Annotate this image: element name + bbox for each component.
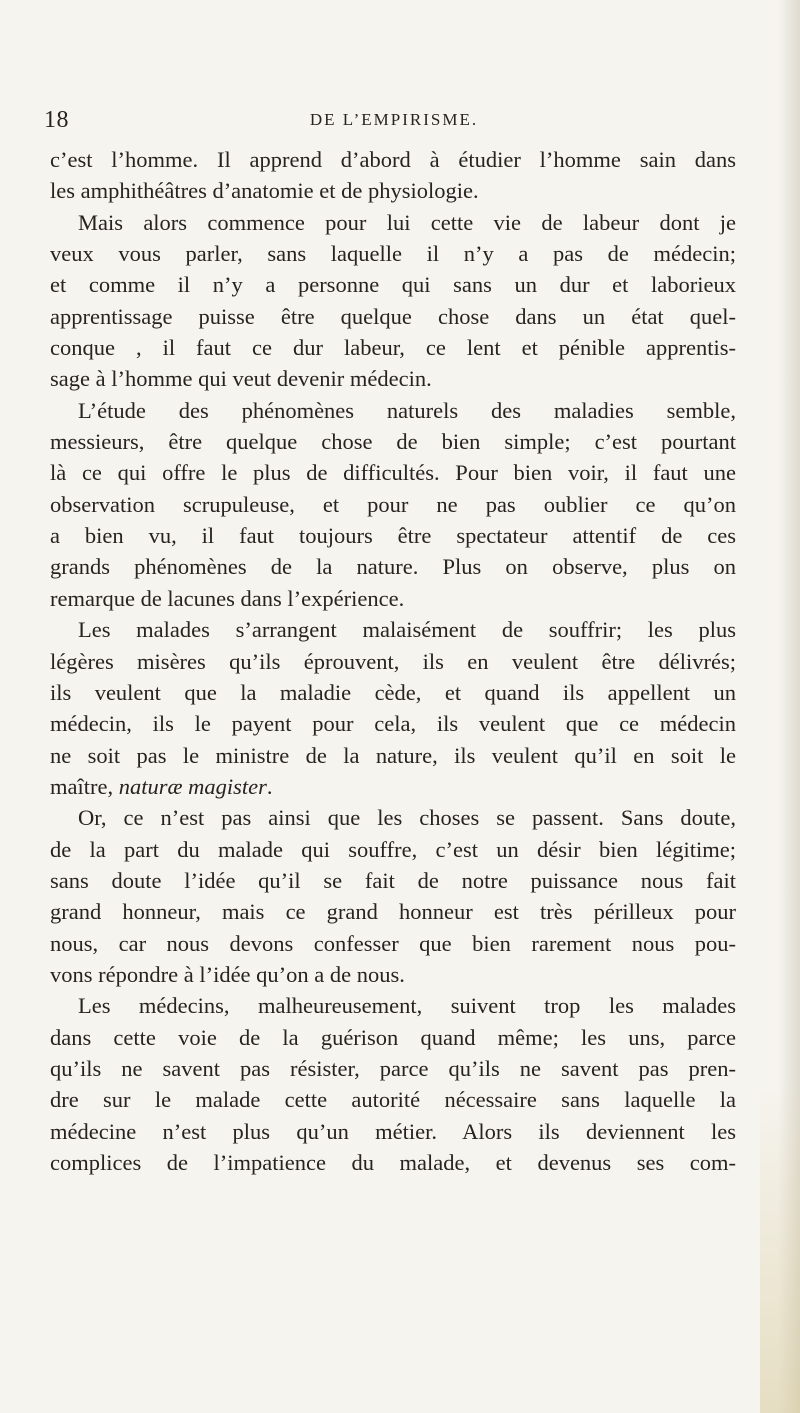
text-line [50, 457, 736, 488]
text-line [50, 959, 736, 990]
text-line [50, 834, 736, 865]
text-line-content: et comme il n’y a personne qui sans un dur et laborieux [50, 272, 736, 298]
text-line [50, 363, 736, 394]
text-line-content: messieurs, être quelque chose de bien simple; c’est pourtant [50, 429, 736, 455]
text-line-content: Mais alors commence pour lui cette vie de labeur dont je [78, 209, 736, 235]
text-line-content: L’étude des phénomènes naturels des maladies semble, [78, 397, 736, 423]
text-line [50, 520, 736, 551]
text-line [50, 896, 736, 927]
body-text [50, 144, 736, 1178]
text-line-content: grands phénomènes de la nature. Plus on observe, plus on [50, 554, 736, 580]
text-line [50, 865, 736, 896]
text-line-content: sage à l’homme qui veut devenir médecin. [50, 366, 432, 392]
text-line [50, 990, 736, 1021]
page-header [44, 103, 744, 137]
text-line [50, 646, 736, 677]
text-line [50, 928, 736, 959]
page-number: 18 [44, 107, 69, 133]
text-line [50, 269, 736, 300]
text-line-content: médecin, ils le payent pour cela, ils veulent que ce médecin [50, 711, 736, 737]
text-line [50, 489, 736, 520]
text-line-content: ne soit pas le ministre de la nature, ils veulent qu’il en soit le [50, 742, 736, 768]
text-line [50, 395, 736, 426]
text-line-content: nous, car nous devons confesser que bien rarement nous pou- [50, 930, 736, 956]
text-line [50, 802, 736, 833]
text-line-content: c’est l’homme. Il apprend d’abord à étudier l’homme sain dans [50, 147, 736, 172]
text-line [50, 583, 736, 614]
text-line [50, 1147, 736, 1178]
running-title: DE L’EMPIRISME. [309, 110, 479, 129]
text-line-content: remarque de lacunes dans l’expérience. [50, 585, 405, 611]
text-line-content: ils veulent que la maladie cède, et quand ils appellent un [50, 679, 736, 705]
text-line [50, 771, 736, 802]
text-line-content: grand honneur, mais ce grand honneur est très périlleux pour [50, 899, 736, 925]
text-line-content: maître, [50, 773, 119, 799]
text-line [50, 207, 736, 238]
text-line-content: dans cette voie de la guérison quand même; les uns, parce [50, 1024, 736, 1050]
text-line-content: qu’ils ne savent pas résister, parce qu’ils ne savent pas pren- [50, 1055, 736, 1081]
text-line-content: sans doute l’idée qu’il se fait de notre puissance nous fait [50, 867, 736, 893]
text-line-content: Les malades s’arrangent malaisément de souffrir; les plus [78, 617, 736, 643]
text-line-content: médecine n’est plus qu’un métier. Alors ils deviennent les [50, 1118, 736, 1144]
text-line [50, 238, 736, 269]
text-line-content: légères misères qu’ils éprouvent, ils en veulent être délivrés; [50, 648, 736, 674]
text-line [50, 301, 736, 332]
text-line [50, 1116, 736, 1147]
text-line [50, 551, 736, 582]
text-line-content: conque , il faut ce dur labeur, ce lent et pénible apprentis- [50, 335, 736, 361]
text-line-content: veux vous parler, sans laquelle il n’y a pas de médecin; [50, 241, 736, 267]
text-line-content: a bien vu, il faut toujours être spectateur attentif de ces [50, 523, 736, 549]
text-line [50, 426, 736, 457]
text-line [50, 332, 736, 363]
page-edge-stain [760, 1083, 800, 1413]
text-line [50, 614, 736, 645]
text-line [50, 1022, 736, 1053]
text-line [50, 677, 736, 708]
text-line [50, 175, 736, 206]
text-line-content: les amphithéâtres d’anatomie et de physiologie. [50, 178, 479, 204]
text-line-content: vons répondre à l’idée qu’on a de nous. [50, 961, 405, 987]
text-line-content: là ce qui offre le plus de difficultés. Pour bien voir, il faut une [50, 460, 736, 486]
text-line-content: observation scrupuleuse, et pour ne pas oublier ce qu’on [50, 491, 736, 517]
latin-phrase: naturæ magister [118, 773, 267, 799]
text-line-content: complices de l’impatience du malade, et devenus ses com- [50, 1150, 736, 1175]
text-line-content: Or, ce n’est pas ainsi que les choses se passent. Sans doute, [78, 805, 736, 831]
text-line [50, 144, 736, 175]
text-line [50, 740, 736, 771]
text-line-content: de la part du malade qui souffre, c’est un désir bien légitime; [50, 836, 736, 862]
text-line-content: dre sur le malade cette autorité nécessaire sans laquelle la [50, 1087, 736, 1113]
text-line [50, 708, 736, 739]
text-line [50, 1053, 736, 1084]
text-line-content: Les médecins, malheureusement, suivent trop les malades [78, 993, 736, 1019]
text-line [50, 1084, 736, 1115]
text-line-content: apprentissage puisse être quelque chose dans un état quel- [50, 303, 736, 329]
text-line-punctuation: . [266, 773, 273, 799]
